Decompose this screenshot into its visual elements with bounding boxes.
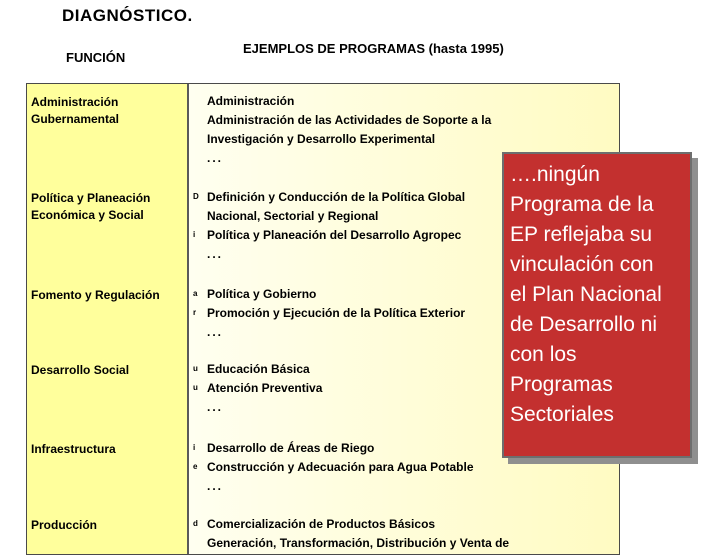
- bullet-glyph: D: [193, 192, 199, 201]
- list-item: D Definición y Conducción de la Política Global: [193, 188, 619, 207]
- ellipsis: ...: [207, 400, 224, 414]
- function-cell: Fomento y Regulación: [31, 288, 160, 302]
- list-item-continuation: Generación, Transformación, Distribución y Venta de: [207, 536, 510, 550]
- bullet-glyph: u: [193, 383, 198, 392]
- bullet-glyph: r: [193, 308, 197, 317]
- list-item-continuation: Nacional, Sectorial y Regional: [207, 209, 379, 223]
- list-item-continuation: Investigación y Desarrollo Experimental: [207, 132, 436, 146]
- function-cell: Política y Planeación Económica y Social: [31, 191, 151, 222]
- bullet-glyph: d: [193, 519, 198, 528]
- ellipsis: ...: [207, 479, 224, 493]
- programs-column-header: EJEMPLOS DE PROGRAMAS (hasta 1995): [243, 41, 504, 56]
- list-item: u Educación Básica: [193, 360, 619, 379]
- function-cell: Administración Gubernamental: [31, 95, 120, 126]
- ellipsis: ...: [207, 325, 224, 339]
- list-item: Administración: [207, 94, 295, 108]
- bullet-glyph: a: [193, 289, 198, 298]
- ellipsis: ...: [207, 247, 224, 261]
- list-item: i Desarrollo de Áreas de Riego: [193, 439, 619, 458]
- bullet-glyph: e: [193, 462, 198, 471]
- list-item: r Promoción y Ejecución de la Política Exterior: [193, 304, 619, 323]
- function-column: [27, 84, 189, 554]
- ellipsis: ...: [207, 151, 224, 165]
- list-item: d Comercialización de Productos Básicos: [193, 515, 619, 534]
- function-cell: Desarrollo Social: [31, 363, 130, 377]
- list-item: u Atención Preventiva: [193, 379, 619, 398]
- list-item: Administración de las Actividades de Soporte a la: [207, 113, 492, 127]
- callout-box: [502, 152, 692, 458]
- callout-text: ….ningún Programa de la EP reflejaba su vinculación con el Plan Nacional de Desarrollo ni con los Programas Sectoriales: [510, 163, 662, 426]
- function-column-header: FUNCIÓN: [66, 50, 126, 65]
- list-item: a Política y Gobierno: [193, 285, 619, 304]
- program-block: [193, 515, 619, 553]
- bullet-glyph: i: [193, 443, 196, 452]
- function-cell: Infraestructura: [31, 442, 116, 456]
- function-cell: Producción: [31, 518, 98, 532]
- page-title: DIAGNÓSTICO.: [62, 6, 193, 25]
- list-item: i Política y Planeación del Desarrollo Agropec: [193, 226, 619, 245]
- bullet-glyph: i: [193, 230, 196, 239]
- list-item: e Construcción y Adecuación para Agua Potable: [193, 458, 619, 477]
- bullet-glyph: u: [193, 364, 198, 373]
